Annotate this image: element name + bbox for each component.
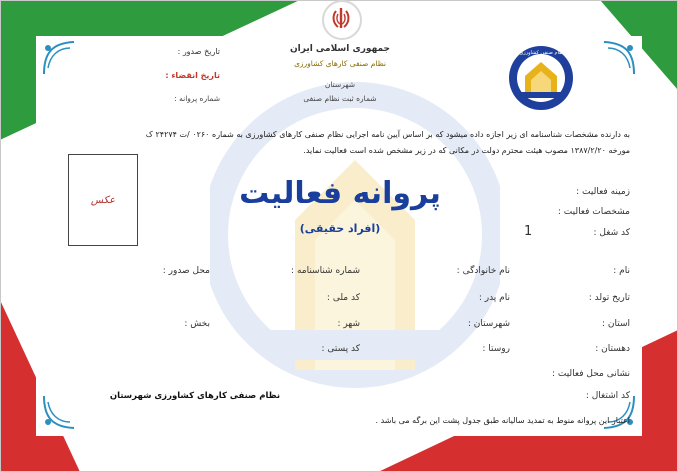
employment-code-label: کد اشتغال :	[585, 391, 630, 401]
national-code-label: کد ملی :	[326, 293, 360, 303]
birth-date-label: تاریخ تولد :	[588, 293, 630, 303]
intro-line-2: مورخه ۱۳۸۷/۲/۲۰ مصوب هیئت محترم دولت در مکانی که در زیر مشخص شده است فعالیت نماید.	[303, 146, 630, 155]
activity-address-label: نشانی محل فعالیت :	[551, 369, 630, 379]
place-of-issue-label: محل صدور :	[162, 266, 210, 276]
header-reg-number: شماره ثبت نظام صنفی	[303, 94, 377, 103]
village-label: روستا :	[482, 344, 510, 354]
activity-specs-label: مشخصات فعالیت :	[557, 207, 630, 217]
org-signature: نظام صنفی کارهای کشاورزی شهرستان	[109, 391, 281, 401]
certificate-subtitle: (افراد حقیقی)	[299, 222, 381, 235]
license-number-label: شماره پروانه :	[174, 94, 220, 103]
activity-field-label: زمینه فعالیت :	[576, 187, 630, 197]
corner-ornament-icon	[40, 38, 80, 78]
corner-ornament-icon	[598, 38, 638, 78]
family-name-label: نام خانوادگی :	[456, 266, 510, 276]
name-label: نام :	[613, 266, 630, 276]
id-number-label: شماره شناسنامه :	[291, 266, 360, 276]
issue-date-label: تاریخ صدور :	[177, 47, 220, 56]
district-label: بخش :	[184, 319, 210, 329]
county-label: شهرستان :	[467, 319, 510, 329]
rural-district-label: دهستان :	[595, 344, 630, 354]
province-label: استان :	[601, 319, 630, 329]
photo-placeholder-text: عکس	[90, 195, 116, 206]
certificate-title: پروانه فعالیت	[239, 176, 441, 211]
job-code-label: کد شغل :	[593, 228, 630, 238]
iran-emblem-icon	[330, 6, 352, 30]
city-label: شهر :	[337, 319, 360, 329]
postal-code-label: کد پستی :	[321, 344, 360, 354]
corner-ornament-icon	[40, 392, 80, 432]
header-city: شهرستان	[324, 80, 356, 89]
photo-box	[68, 154, 138, 246]
validity-note: اعتبار این پروانه منوط به تمدید سالیانه طبق جدول پشت این برگه می باشد .	[375, 416, 630, 425]
logo-ring-text: نظام صنفی کشاورزی	[519, 50, 565, 56]
expiry-date-label: تاریخ انقضاء :	[165, 71, 220, 80]
intro-line-1: به دارنده مشخصات شناسنامه ای زیر اجازه داده میشود که بر اساس آیین نامه اجرایی نظام صنفی کارهای کشاورزی به شماره ۰۲۶۰ /ت ۲۴۲۷۴ ک	[145, 130, 630, 139]
header-republic: جمهوری اسلامی ایران	[289, 44, 391, 54]
father-name-label: نام پدر :	[478, 293, 510, 303]
job-code-value: 1	[524, 224, 533, 239]
header-org: نظام صنفی کارهای کشاورزی	[294, 59, 386, 68]
